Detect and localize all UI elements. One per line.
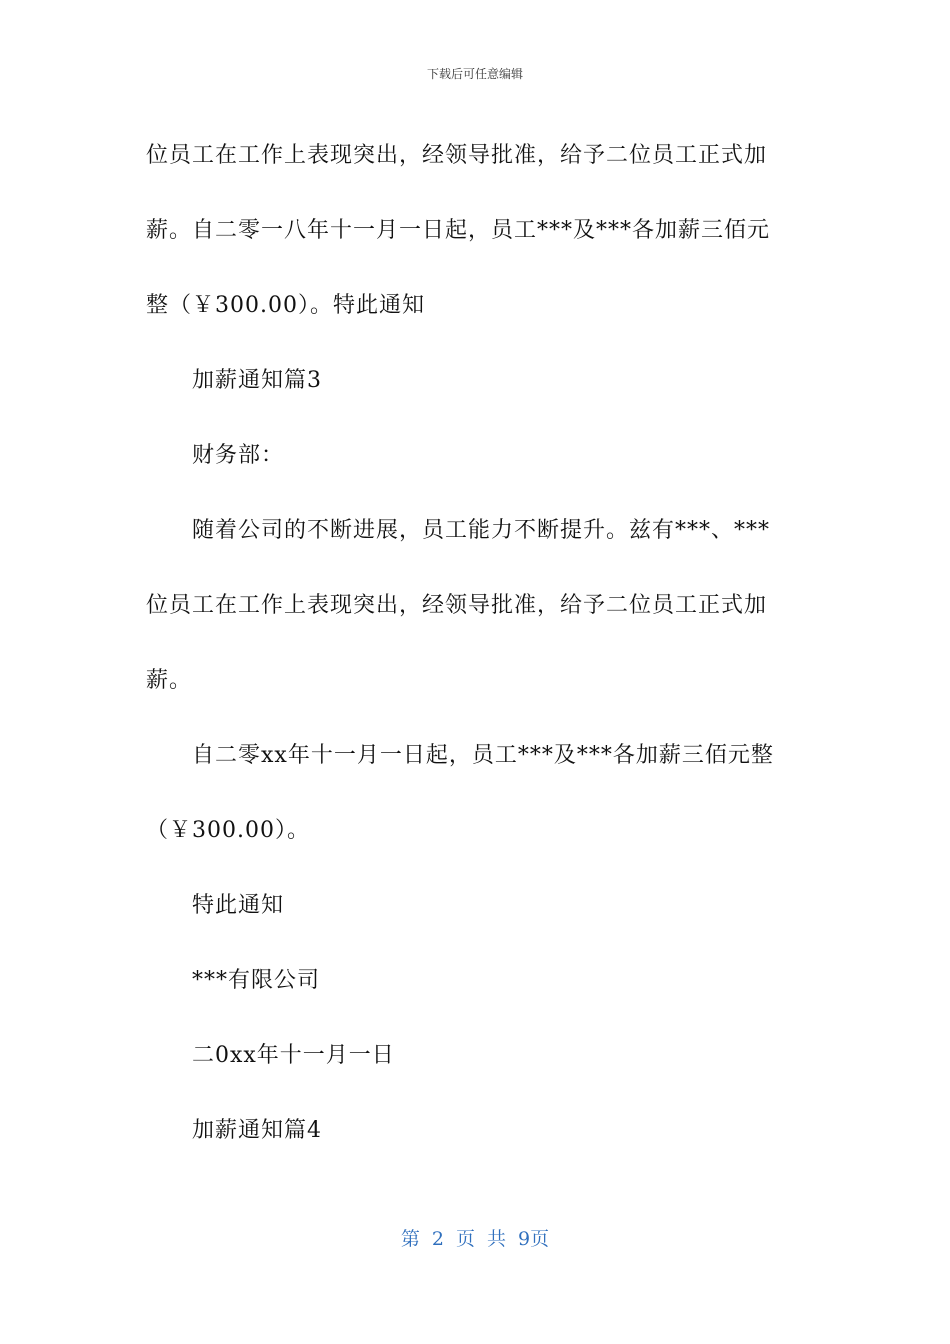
footer-prefix: 第 — [400, 1228, 420, 1250]
body-line: 薪。 — [146, 668, 193, 693]
section-heading: 加薪通知篇4 — [192, 1118, 322, 1143]
body-line: 位员工在工作上表现突出，经领导批准，给予二位员工正式加 — [146, 593, 768, 618]
section-heading: 加薪通知篇3 — [192, 368, 322, 393]
body-line: 自二零xx年十一月一日起，员工***及***各加薪三佰元整 — [192, 743, 774, 768]
body-line: 薪。自二零一八年十一月一日起，员工***及***各加薪三佰元 — [146, 218, 771, 243]
body-line: （￥300.00）。 — [146, 818, 310, 843]
body-line: 随着公司的不断进展，员工能力不断提升。兹有***、*** — [192, 518, 771, 543]
date-line: 二0xx年十一月一日 — [192, 1043, 395, 1068]
page-header: 下载后可任意编辑 — [426, 67, 523, 81]
body-line: 位员工在工作上表现突出，经领导批准，给予二位员工正式加 — [146, 143, 768, 168]
closing-line: 特此通知 — [192, 893, 285, 918]
recipient-line: 财务部： — [192, 443, 285, 468]
footer-total-pages: 9页 — [518, 1228, 550, 1250]
company-name: ***有限公司 — [192, 968, 321, 993]
body-line: 整（￥300.00）。特此通知 — [146, 293, 425, 318]
footer-current-page: 2 — [431, 1228, 444, 1250]
page-footer — [0, 1226, 950, 1252]
footer-middle: 页 共 — [455, 1228, 507, 1250]
document-body — [146, 118, 806, 1168]
